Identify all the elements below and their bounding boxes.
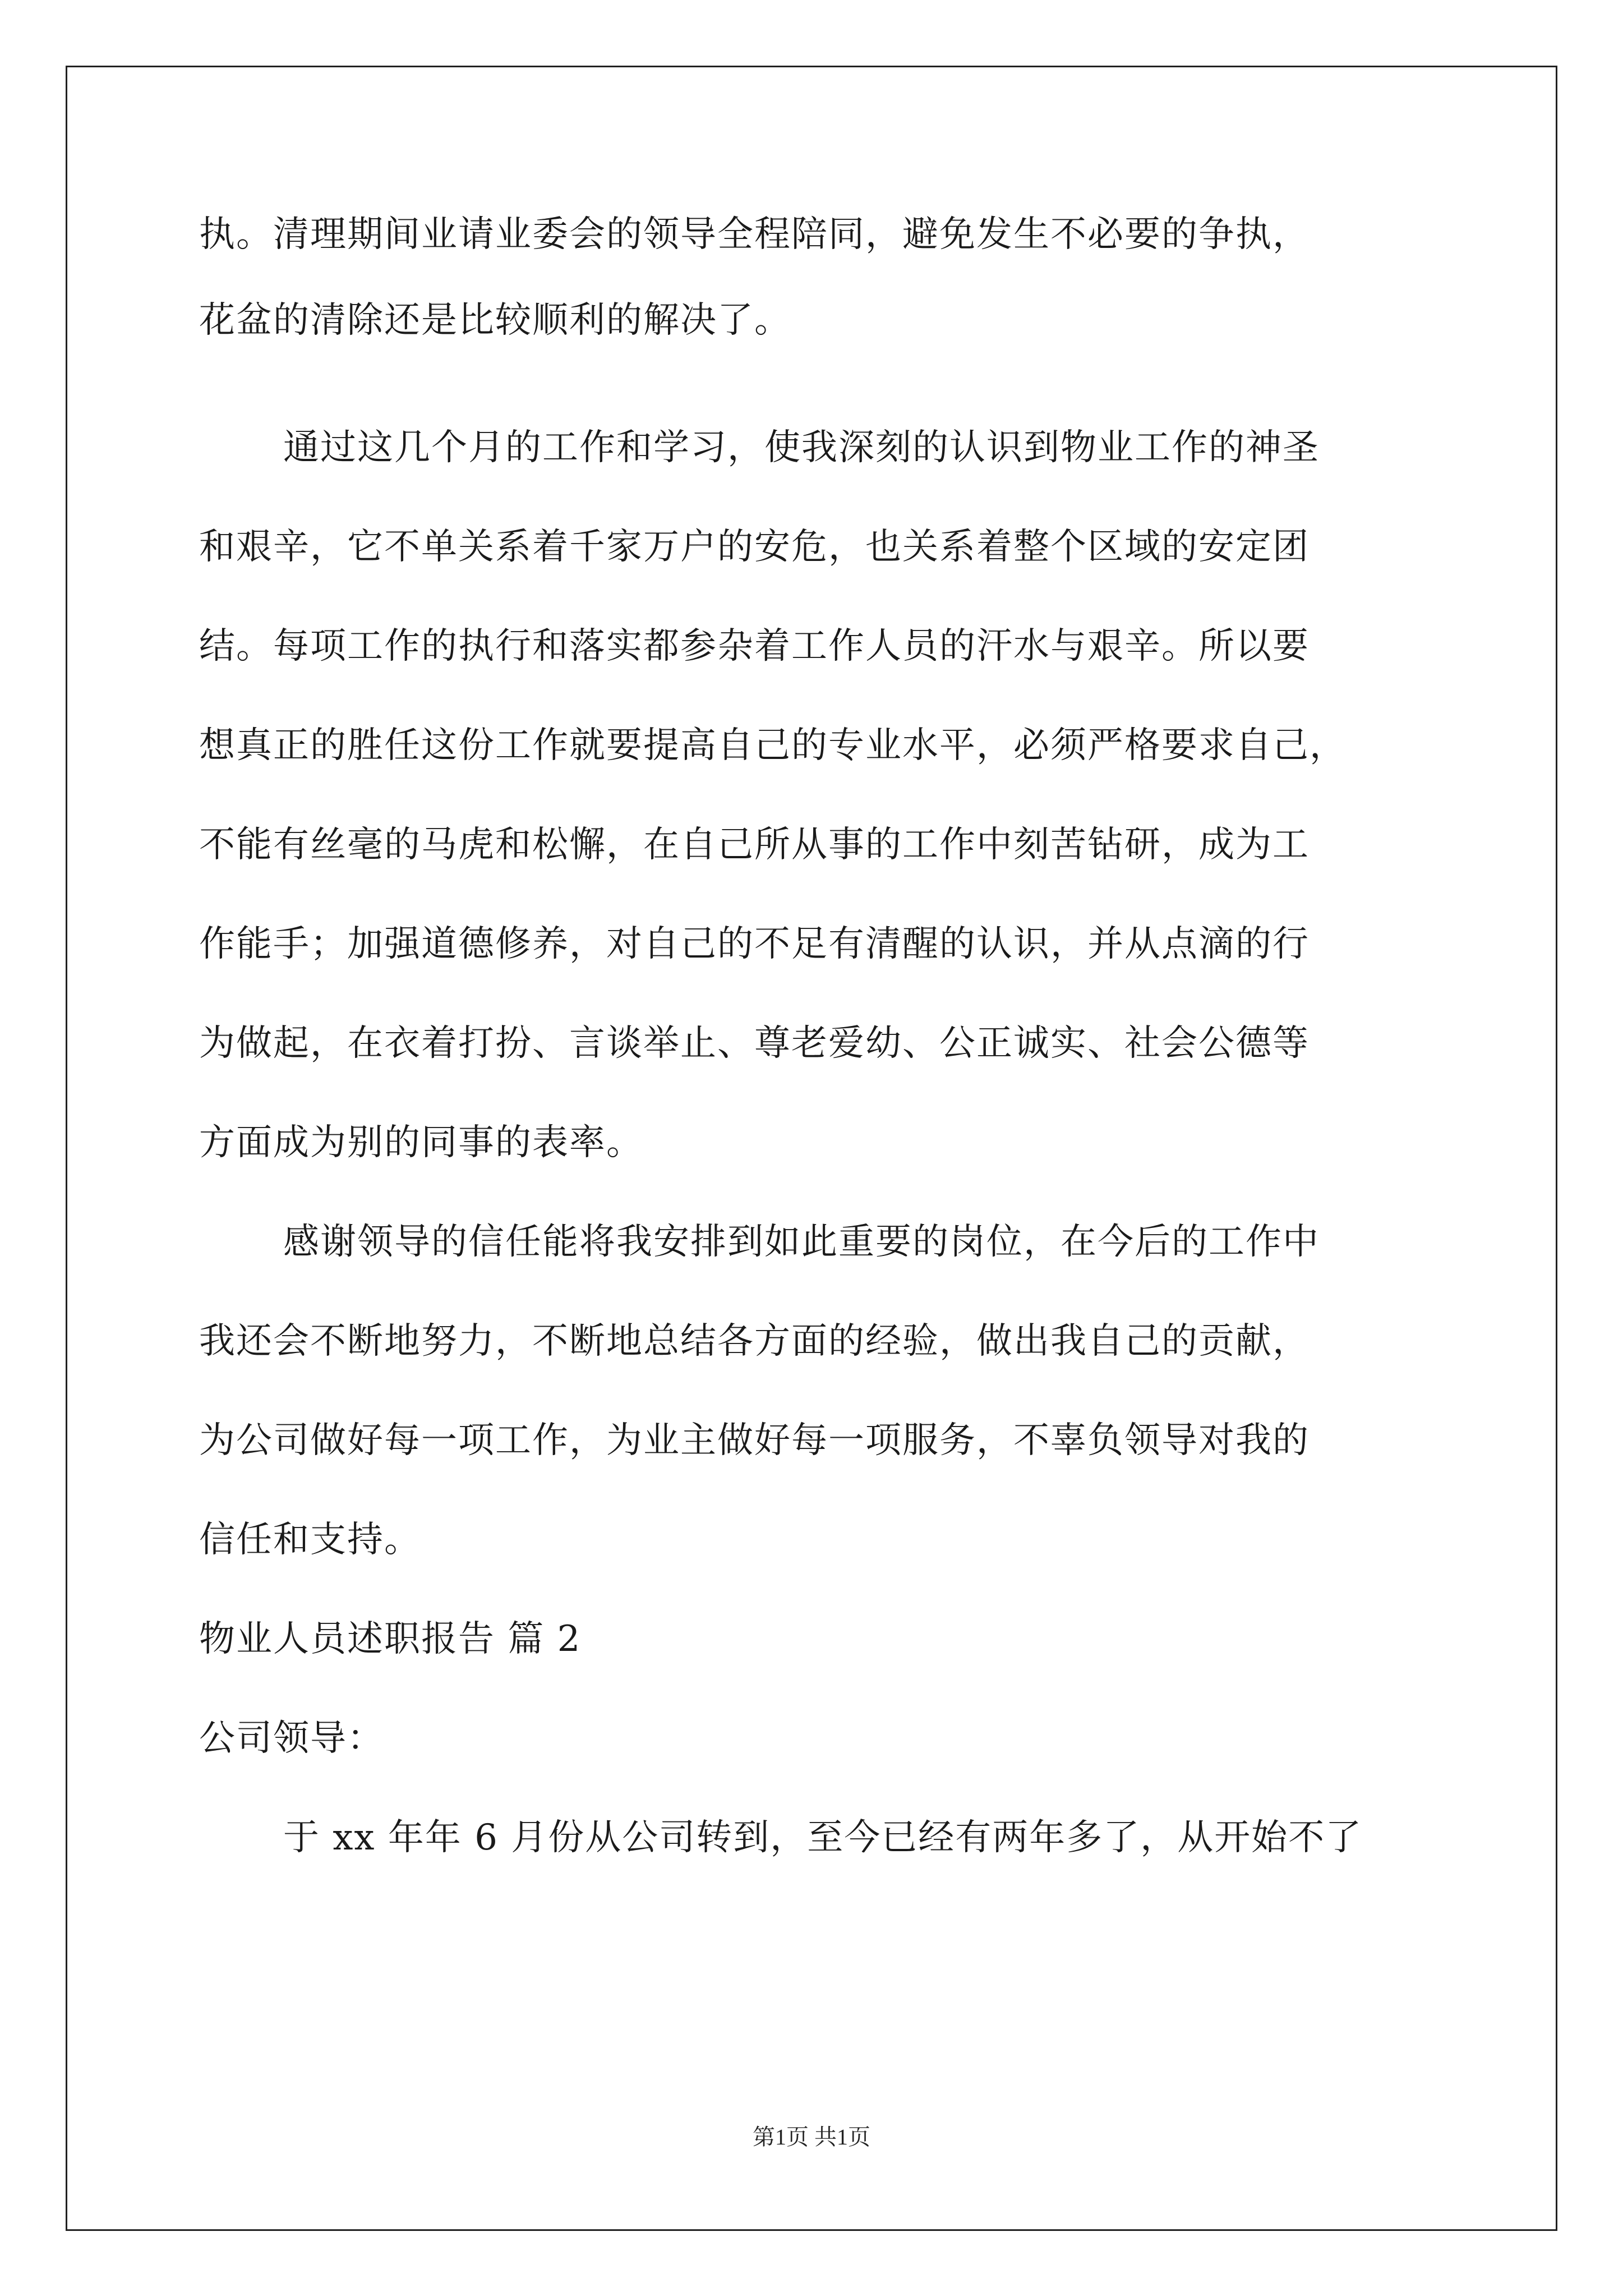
text-line: 想真正的胜任这份工作就要提高自己的专业水平，必须严格要求自己， — [199, 725, 1347, 766]
text-line: 结。每项工作的执行和落实都参杂着工作人员的汗水与艰辛。所以要 — [199, 625, 1310, 667]
text-line: 作能手；加强道德修养，对自己的不足有清醒的认识，并从点滴的行 — [199, 923, 1310, 965]
section-heading: 物业人员述职报告 篇 2 — [199, 1618, 582, 1660]
salutation-line: 公司领导： — [199, 1718, 384, 1759]
page-footer: 第1页 共1页 — [753, 2124, 870, 2150]
text-line: 我还会不断地努力，不断地总结各方面的经验，做出我自己的贡献， — [199, 1320, 1310, 1362]
paragraph-start-line: 通过这几个月的工作和学习，使我深刻的认识到物业工作的神圣 — [283, 427, 1320, 468]
text-line: 花盆的清除还是比较顺利的解决了。 — [199, 300, 791, 341]
text-line: 为做起，在衣着打扮、言谈举止、尊老爱幼、公正诚实、社会公德等 — [199, 1023, 1310, 1064]
paragraph-start-line: 于 xx 年年 6 月份从公司转到，至今已经有两年多了，从开始不了 — [283, 1817, 1363, 1858]
text-line: 信任和支持。 — [199, 1519, 421, 1561]
text-line: 方面成为别的同事的表率。 — [199, 1122, 643, 1163]
paragraph-start-line: 感谢领导的信任能将我安排到如此重要的岗位，在今后的工作中 — [283, 1221, 1320, 1263]
text-line: 和艰辛，它不单关系着千家万户的安危，也关系着整个区域的安定团 — [199, 526, 1310, 568]
text-line: 执。清理期间业请业委会的领导全程陪同，避免发生不必要的争执， — [199, 214, 1310, 255]
text-line: 为公司做好每一项工作，为业主做好每一项服务，不辜负领导对我的 — [199, 1420, 1310, 1461]
text-line: 不能有丝毫的马虎和松懈，在自己所从事的工作中刻苦钻研，成为工 — [199, 824, 1310, 866]
